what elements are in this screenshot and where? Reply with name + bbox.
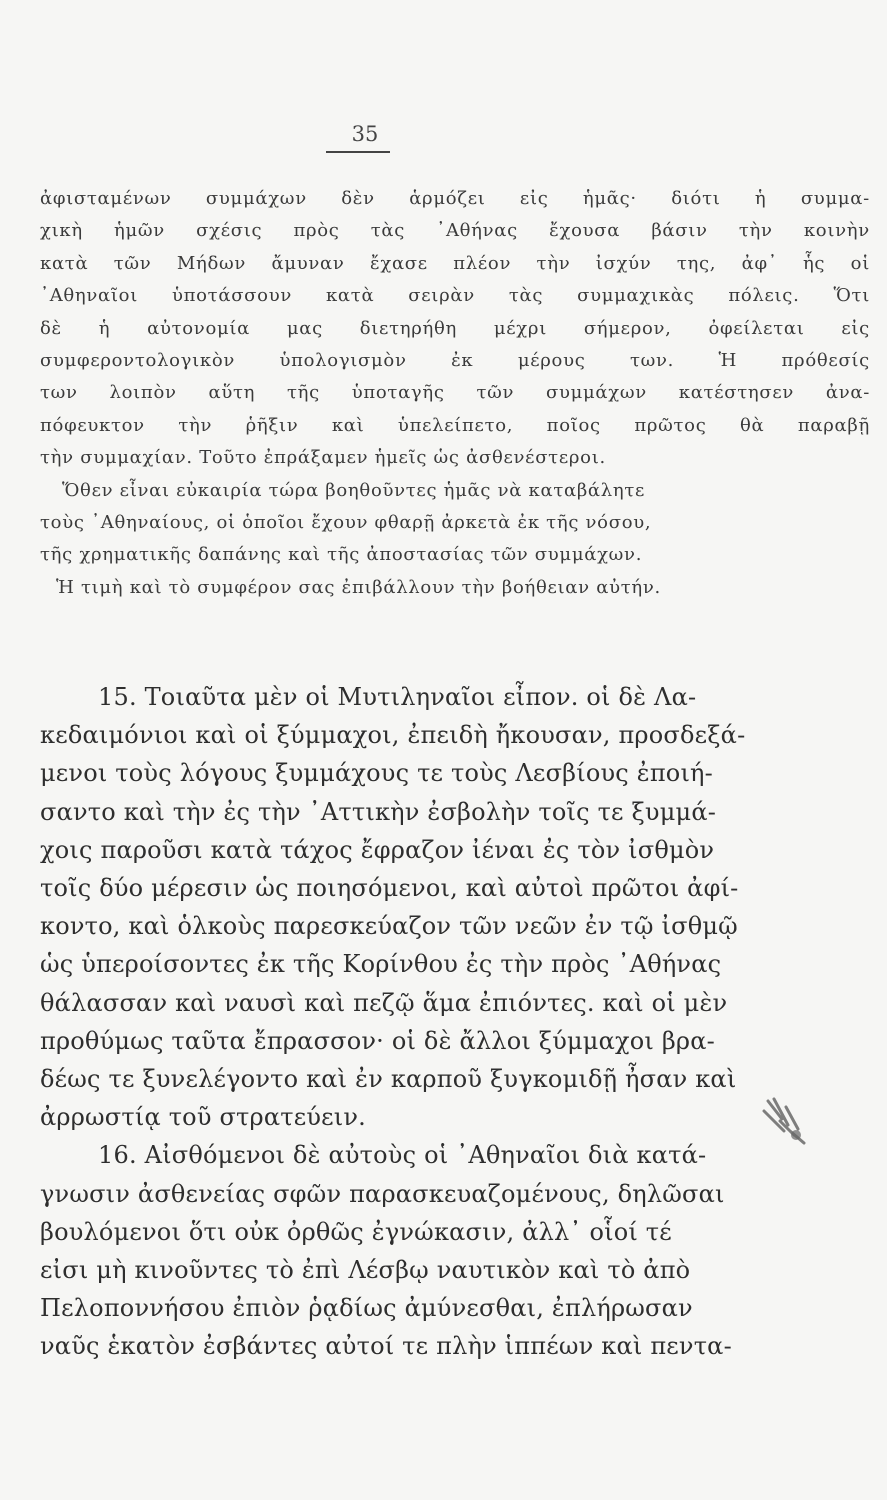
text-line: δὲ ἡ αὐτονομία μας διετηρήθη μέχρι σήμερον, ὀφείλεται εἰς (40, 317, 870, 339)
ink-smudge (760, 1095, 820, 1150)
text-line: Ἡ τιμὴ καὶ τὸ συμφέρον σας ἐπιβάλλουν τὴν βοήθειαν αὐτήν. (56, 576, 661, 598)
text-line: δέως τε ξυνελέγοντο καὶ ἐν καρποῦ ξυγκομιδῇ ἦσαν καὶ (40, 1065, 737, 1094)
text-line: τὴν συμμαχίαν. Τοῦτο ἐπράξαμεν ἡμεῖς ὡς ἀσθενέστεροι. (40, 447, 606, 469)
text-line: Ὅθεν εἶναι εὐκαιρία τώρα βοηθοῦντες ἡμᾶς νὰ καταβάλητε (62, 479, 646, 501)
page-number-rule (326, 151, 390, 153)
text-line: εἰσι μὴ κινοῦντες τὸ ἐπὶ Λέσβῳ ναυτικὸν καὶ τὸ ἀπὸ (40, 1256, 691, 1285)
text-line: κατὰ τῶν Μήδων ἄμυναν ἔχασε πλέον τὴν ἰσχύν της, ἀφ᾿ ἧς οἱ (40, 252, 870, 274)
text-line: χοις παροῦσι κατὰ τάχος ἔφραζον ἰέναι ἐς τὸν ἰσθμὸν (40, 835, 715, 864)
text-line: κεδαιμόνιοι καὶ οἱ ξύμμαχοι, ἐπειδὴ ἤκουσαν, προσδεξά- (40, 721, 746, 750)
text-line: προθύμως ταῦτα ἔπρασσον· οἱ δὲ ἄλλοι ξύμμαχοι βρα- (40, 1026, 715, 1055)
text-line: των λοιπὸν αὕτη τῆς ὑποταγῆς τῶν συμμάχων κατέστησεν ἀνα- (40, 382, 870, 404)
text-line: τοὺς ᾿Αθηναίους, οἱ ὁποῖοι ἔχουν φθαρῇ ἀρκετὰ ἐκ τῆς νόσου, (40, 512, 652, 534)
text-line: Πελοποννήσου ἐπιὸν ῥᾳδίως ἀμύνεσθαι, ἐπλήρωσαν (40, 1294, 693, 1323)
text-line: ναῦς ἑκατὸν ἐσβάντες αὐτοί τε πλὴν ἱππέων καὶ πεντα- (40, 1332, 732, 1361)
text-line: 15. Τοιαῦτα μὲν οἱ Μυτιληναῖοι εἶπον. οἱ δὲ Λα- (98, 683, 697, 711)
text-line: πόφευκτον τὴν ῥῆξιν καὶ ὑπελείπετο, ποῖος πρῶτος θὰ παραβῇ (40, 414, 870, 436)
text-line: μενοι τοὺς λόγους ξυμμάχους τε τοὺς Λεσβίους ἐποιή- (40, 759, 713, 788)
page-number: 35 (351, 122, 379, 146)
text-line: βουλόμενοι ὅτι οὐκ ὀρθῶς ἐγνώκασιν, ἀλλ᾿ οἷοί τέ (40, 1217, 672, 1246)
text-line: κοντο, καὶ ὁλκοὺς παρεσκεύαζον τῶν νεῶν ἐν τῷ ἰσθμῷ (40, 912, 738, 941)
text-line: ὡς ὑπεροίσοντες ἐκ τῆς Κορίνθου ἐς τὴν πρὸς ᾿Αθήνας (40, 950, 722, 979)
text-line: τοῖς δύο μέρεσιν ὡς ποιησόμενοι, καὶ αὐτοὶ πρῶτοι ἀφί- (40, 874, 739, 903)
text-line: συμφεροντολογικὸν ὑπολογισμὸν ἐκ μέρους των. Ἡ πρόθεσίς (40, 350, 870, 372)
translation-paragraph (40, 183, 870, 604)
text-line: γνωσιν ἀσθενείας σφῶν παρασκευαζομένους, δηλῶσαι (40, 1179, 725, 1208)
text-line: ἀρρωστίᾳ τοῦ στρατεύειν. (40, 1103, 366, 1132)
text-line: ᾿Αθηναῖοι ὑποτάσσουν κατὰ σειρὰν τὰς συμμαχικὰς πόλεις. Ὅτι (40, 285, 870, 307)
text-line: ἀφισταμένων συμμάχων δὲν ἁρμόζει εἰς ἡμᾶς· διότι ἡ συμμα- (40, 188, 870, 209)
text-line: τῆς χρηματικῆς δαπάνης καὶ τῆς ἀποστασίας τῶν συμμάχων. (40, 544, 643, 566)
text-line: χικὴ ἡμῶν σχέσις πρὸς τὰς ᾿Αθήνας ἔχουσα βάσιν τὴν κοινὴν (40, 220, 870, 242)
text-line: 16. Αἰσθόμενοι δὲ αὐτοὺς οἱ ᾿Αθηναῖοι διὰ κατά- (98, 1141, 707, 1170)
greek-text-block (40, 678, 870, 1366)
text-line: θάλασσαν καὶ ναυσὶ καὶ πεζῷ ἅμα ἐπιόντες. καὶ οἱ μὲν (40, 988, 728, 1017)
text-line: σαντο καὶ τὴν ἐς τὴν ᾿Αττικὴν ἐσβολὴν τοῖς τε ξυμμά- (40, 797, 717, 826)
